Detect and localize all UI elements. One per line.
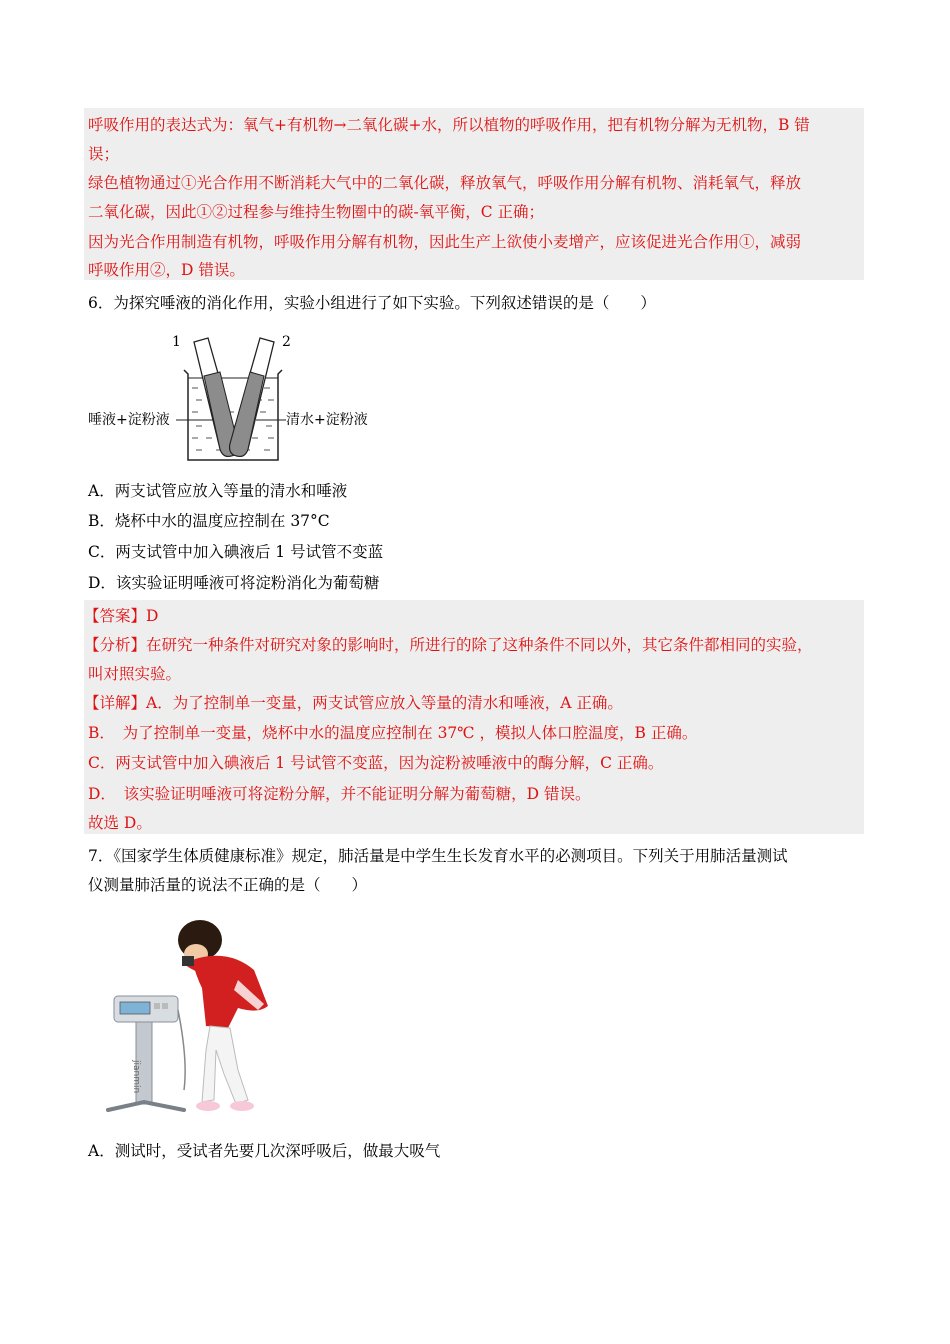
- answer-value: D: [146, 607, 159, 625]
- q5-explanation-line: 因为光合作用制造有机物，呼吸作用分解有机物，因此生产上欲使小麦增产，应该促进光合作用①，减弱: [88, 233, 802, 251]
- detail-tag: 【详解】: [84, 694, 147, 712]
- q6-detail-c: C．两支试管中加入碘液后 1 号试管不变蓝，因为淀粉被唾液中的酶分解，C 正确。: [88, 754, 664, 772]
- tube1-number: 1: [172, 334, 181, 350]
- q5-explanation-line: 绿色植物通过①光合作用不断消耗大气中的二氧化碳，释放氧气，呼吸作用分解有机物、消耗氧气，释放: [88, 174, 802, 192]
- q7-stem-line1: 7．《国家学生体质健康标准》规定，肺活量是中学生生长发育水平的必测项目。下列关于用肺活量测试: [88, 847, 788, 865]
- q5-explanation-line: 呼吸作用②，D 错误。: [88, 261, 245, 279]
- q6-answer: [84, 605, 158, 627]
- beaker-experiment-figure: [88, 332, 388, 467]
- q6-detail-d: D． 该实验证明唾液可将淀粉分解，并不能证明分解为葡萄糖，D 错误。: [88, 785, 591, 803]
- q6-stem: 6．为探究唾液的消化作用，实验小组进行了如下实验。下列叙述错误的是（ ）: [88, 294, 656, 312]
- q6-detail-b: B． 为了控制单一变量，烧杯中水的温度应控制在 37℃ ，模拟人体口腔温度，B 正确。: [88, 724, 698, 742]
- q5-explanation-line: 呼吸作用的表达式为：氧气+有机物→二氧化碳+水，所以植物的呼吸作用，把有机物分解为无机物，B 错: [88, 116, 810, 134]
- analysis-tag: 【分析】: [84, 636, 147, 654]
- q6-detail-a: [84, 692, 623, 714]
- detail-a-text: A．为了控制单一变量，两支试管应放入等量的清水和唾液，A 正确。: [146, 694, 623, 712]
- tube2-number: 2: [282, 334, 291, 350]
- q6-option-a: A．两支试管应放入等量的清水和唾液: [88, 482, 348, 500]
- q6-analysis-cont: 叫对照实验。: [88, 665, 182, 683]
- girl-spirometer-illustration: [88, 910, 308, 1120]
- device-brand-label: jianmin: [131, 1060, 141, 1094]
- analysis-text: 在研究一种条件对研究对象的影响时，所进行的除了这种条件不同以外，其它条件都相同的实验，: [146, 636, 813, 654]
- q7-option-a: A．测试时，受试者先要几次深呼吸后，做最大吸气: [88, 1142, 441, 1160]
- left-tube-label: 唾液+淀粉液: [88, 412, 170, 428]
- answer-tag: 【答案】: [84, 607, 147, 625]
- q5-explanation-line: 二氧化碳，因此①②过程参与维持生物圈中的碳-氧平衡，C 正确；: [88, 203, 545, 221]
- q7-stem-line2: 仪测量肺活量的说法不正确的是（ ）: [88, 876, 368, 894]
- test-tube-2: [230, 338, 274, 456]
- q6-conclusion: 故选 D。: [88, 814, 152, 832]
- q5-explanation-line: 误；: [88, 145, 120, 163]
- q6-option-d: D．该实验证明唾液可将淀粉消化为葡萄糖: [88, 574, 380, 592]
- q6-analysis: [84, 634, 813, 656]
- spirometer-figure: [88, 910, 308, 1120]
- right-tube-label: 清水+淀粉液: [286, 412, 368, 428]
- q6-option-c: C．两支试管中加入碘液后 1 号试管不变蓝: [88, 543, 384, 561]
- q6-option-b: B．烧杯中水的温度应控制在 37°C: [88, 512, 330, 530]
- beaker-diagram: [88, 332, 388, 467]
